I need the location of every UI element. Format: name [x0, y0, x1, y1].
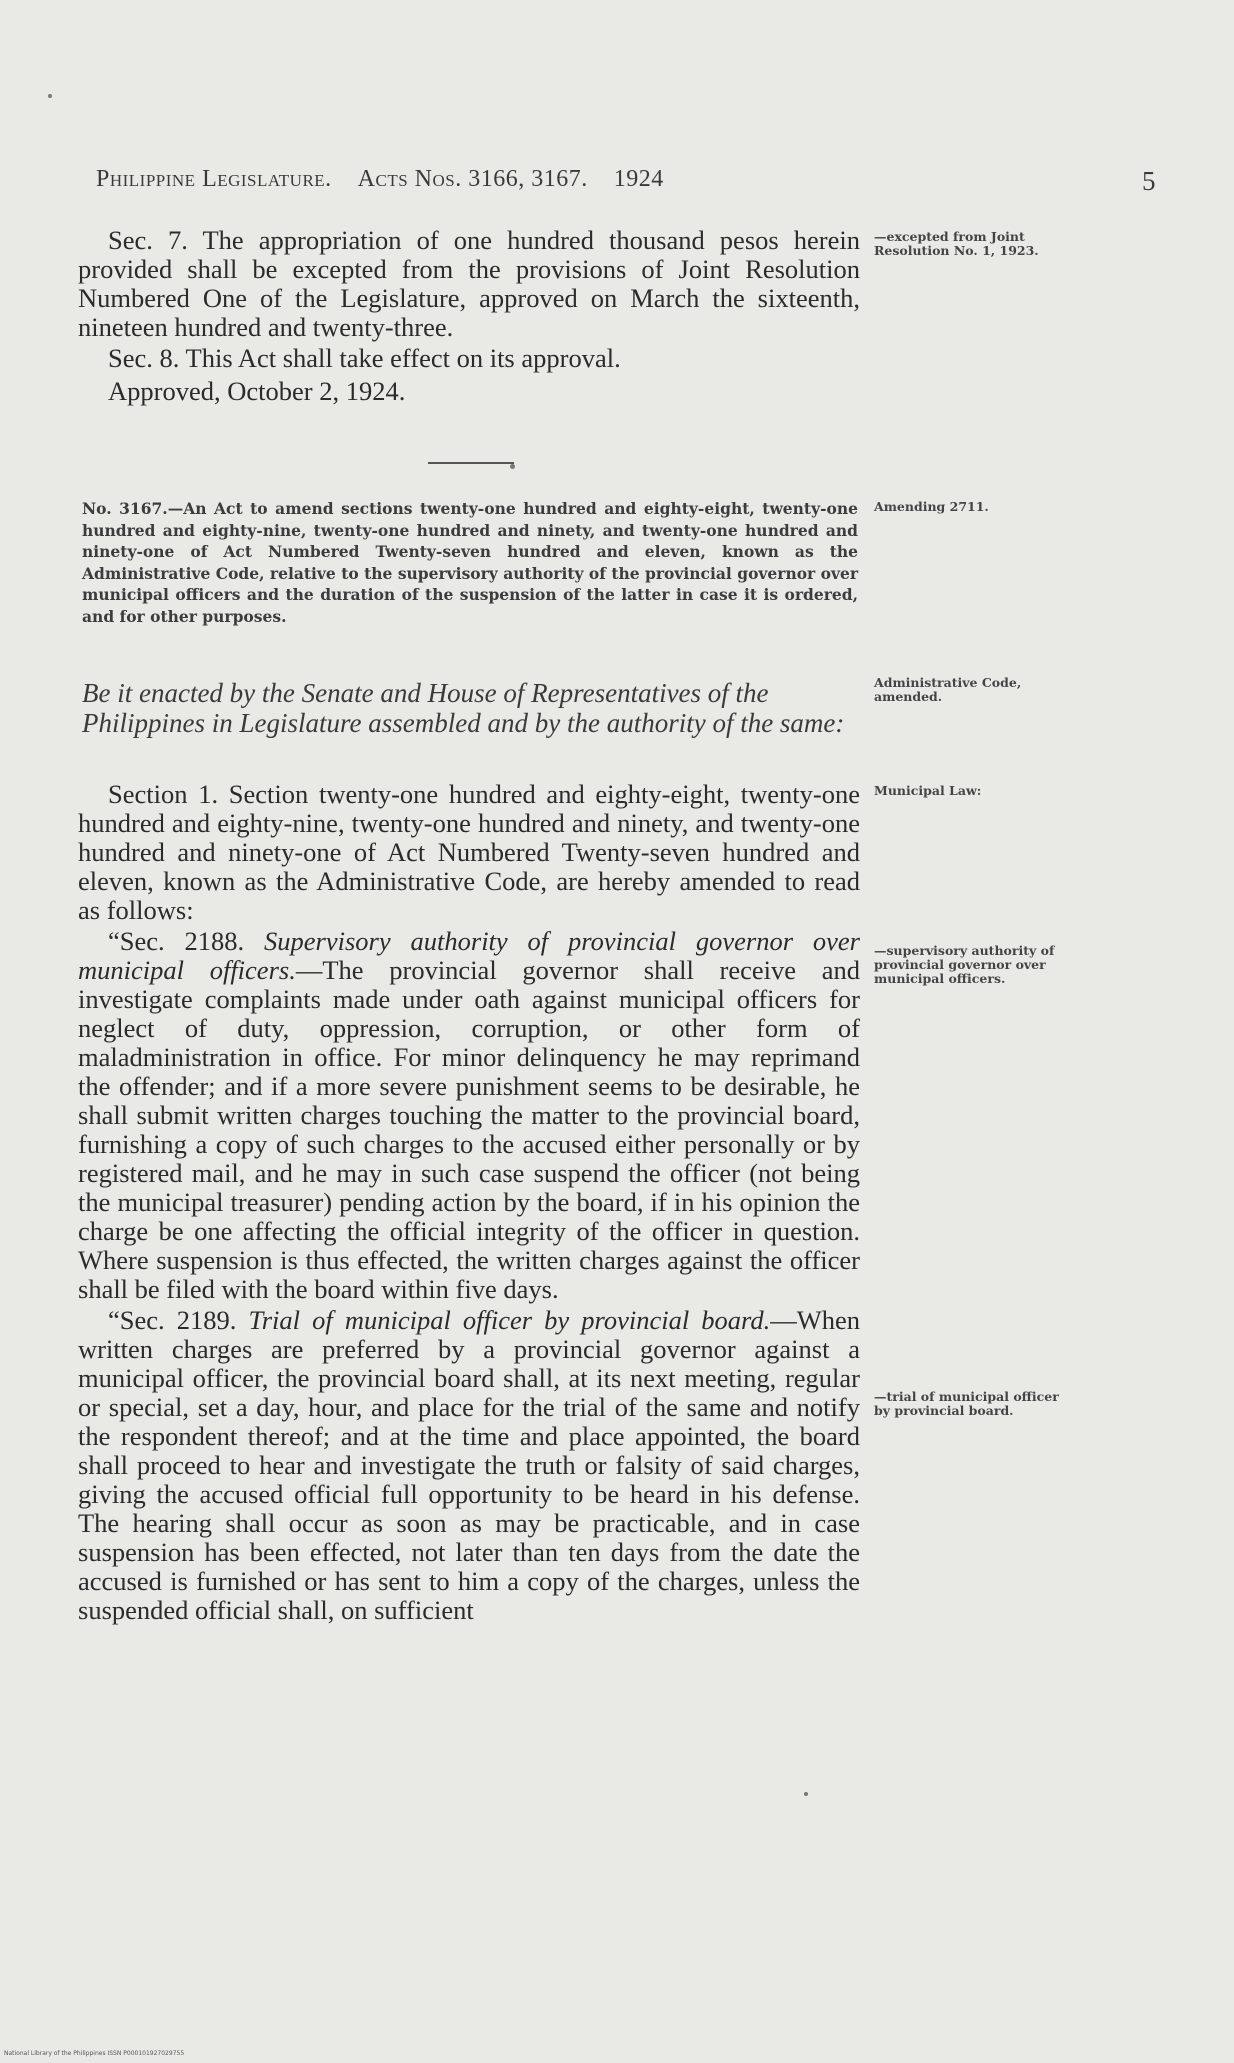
sec7-block — [78, 226, 860, 406]
page-number: 5 — [1142, 166, 1156, 196]
margin-note-admin-code: Administrative Code, amended. — [874, 675, 1022, 704]
paper-speck — [48, 94, 52, 98]
sec8-paragraph: Sec. 8. This Act shall take effect on its approval. — [108, 343, 621, 373]
header-year: 1924 — [613, 166, 664, 192]
header-title: Philippine Legislature. — [96, 166, 332, 192]
margin-note-supervisory: —supervisory authority of provincial governor over municipal officers. — [874, 943, 1055, 986]
sec2189-number: “Sec. 2189. — [108, 1305, 237, 1335]
sec2188-paragraph — [78, 927, 860, 1304]
sec2188-number: “Sec. 2188. — [108, 926, 245, 956]
paper-speck — [804, 1792, 808, 1796]
sec2189-heading: Trial of municipal officer by provincial board. — [248, 1305, 771, 1335]
enacting-clause: Be it enacted by the Senate and House of Representatives of the Philippines in Legislature assembled and by the authority of the same: — [82, 678, 845, 738]
sec2188-text: —The provincial governor shall receive and investigate complaints made under oath against municipal officers for neglect of duty, oppression, corruption, or other form of maladministration in office. For minor delinquency he may reprimand the offender; and if a more severe punishment seems to be desirable, he shall submit written charges touching the matter to the provincial board, furnishing a copy of such charges to the accused either personally or by registered mail, and he may in such case suspend the officer (not being the municipal treasurer) pending action by the board, if in his opinion the charge be one affecting the official integrity of the officer in question. Where suspension is thus effected, the written charges against the officer shall be filed with the board within five days. — [78, 955, 861, 1304]
margin-note-amending: Amending 2711. — [874, 499, 989, 514]
approval-date: Approved, October 2, 1924. — [108, 376, 406, 406]
sec2188-heading: Supervisory authority of provincial governor over municipal officers. — [78, 926, 860, 985]
sec7-paragraph: Sec. 7. The appropriation of one hundred thousand pesos herein provided shall be excepted from the provisions of Joint Resolution Numbered One of the Legislature, approved on March the sixteenth, nineteen hundred and twenty-three. — [78, 225, 860, 342]
section-divider — [428, 462, 514, 464]
sec2189-text: —When written charges are preferred by a provincial governor against a municipal officer, the provincial board shall, at its next meeting, regular or special, set a day, hour, and place for the trial of the same and notify the respondent thereof; and at the time and place appointed, the board shall proceed to hear and investigate the truth or falsity of said charges, giving the accused official full opportunity to be heard in his defense. The hearing shall occur as soon as may be practicable, and in case suspension has been effected, not later than ten days from the date the accused is furnished or has sent to him a copy of the charges, unless the suspended official shall, on sufficient — [78, 1305, 861, 1625]
margin-note-excepted: —excepted from Joint Resolution No. 1, 1923. — [874, 229, 1039, 258]
act-number: No. 3167. — [82, 499, 168, 518]
margin-note-municipal-law: Municipal Law: — [874, 783, 982, 798]
header-acts: Acts Nos. 3166, 3167. — [357, 166, 588, 192]
act-title-block — [82, 498, 858, 627]
running-header — [96, 166, 1156, 196]
amendments-block — [78, 780, 860, 1625]
footer-credit: National Library of the Philippines ISSN P000101927029755 — [4, 2050, 185, 2057]
act-title: —An Act to amend sections twenty-one hundred and eighty-eight, twenty-one hundred and eighty-nine, twenty-one hundred and ninety, and twenty-one hundred and ninety-one of Act Numbered Twenty-seven hundred and eleven, known as the Administrative Code, relative to the supervisory authority of the provincial governor over municipal officers and the duration of the suspension of the latter in case it is ordered, and for other purposes. — [82, 499, 858, 626]
section1-paragraph: Section 1. Section twenty-one hundred and eighty-eight, twenty-one hundred and eighty-nine, twenty-one hundred and ninety, and twenty-one hundred and ninety-one of Act Numbered Twenty-seven hundred and eleven, known as the Administrative Code, are hereby amended to read as follows: — [78, 779, 860, 925]
paper-speck — [510, 464, 515, 469]
margin-note-trial: —trial of municipal officer by provincial board. — [874, 1389, 1059, 1418]
sec2189-paragraph — [78, 1306, 860, 1625]
